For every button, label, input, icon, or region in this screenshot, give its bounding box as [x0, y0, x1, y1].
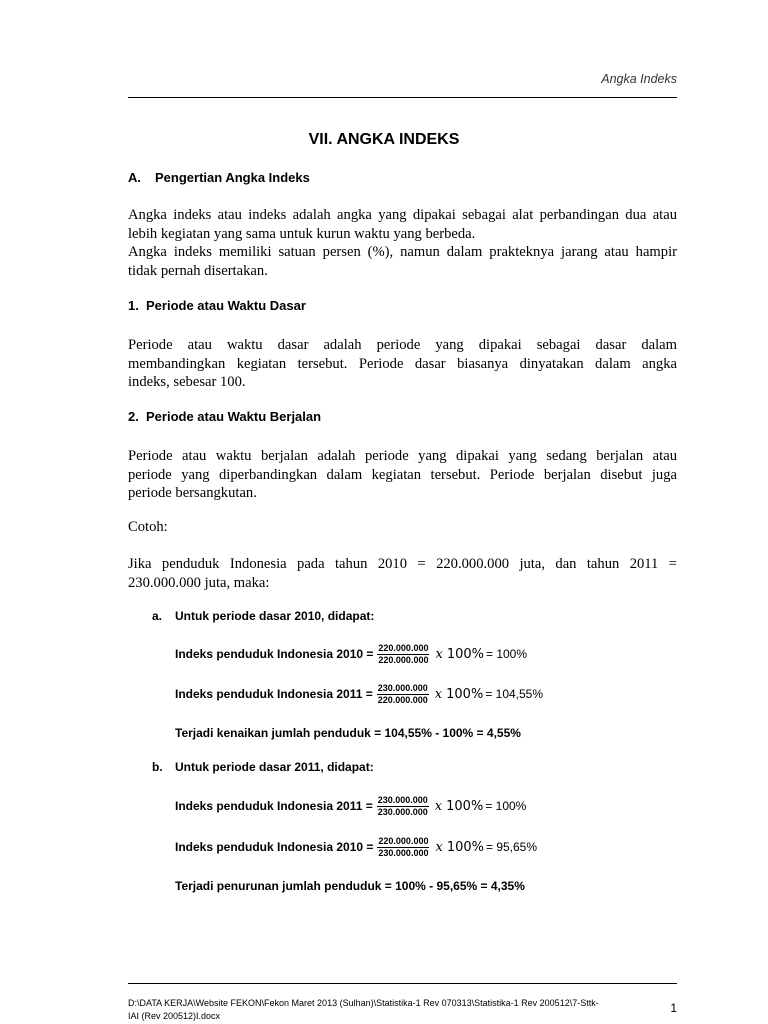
section-a-number: A. — [128, 170, 141, 185]
fraction — [377, 836, 429, 859]
subsection-1-number: 1. — [128, 298, 139, 313]
paragraph-line: indeks, sebesar 100. — [128, 374, 246, 390]
paragraph-line: periode yang diperbandingkan dalam kegiatan tersebut. Periode berjalan disebut juga — [128, 466, 677, 483]
subsection-2-number: 2. — [128, 409, 139, 424]
fraction-denominator: 220.000.000 — [377, 694, 428, 705]
fraction-numerator: 230.000.000 — [377, 682, 428, 693]
example-label — [128, 518, 677, 537]
formula-result: = 100% — [485, 647, 528, 661]
section-a-title: Pengertian Angka Indeks — [155, 170, 310, 185]
case-b-number: b. — [152, 760, 163, 774]
fraction — [377, 795, 429, 818]
example-label-text: Cotoh: — [128, 519, 168, 535]
fraction-denominator: 230.000.000 — [377, 806, 428, 817]
hundred-percent: 100% — [446, 839, 484, 855]
formula-label: Indeks penduduk Indonesia 2010 = — [175, 840, 374, 854]
subsection-1-heading — [128, 298, 306, 313]
fraction-numerator: 230.000.000 — [377, 794, 428, 805]
page-number: 1 — [670, 1001, 677, 1015]
formula-label: Indeks penduduk Indonesia 2011 = — [175, 687, 373, 701]
fraction-denominator: 230.000.000 — [378, 847, 429, 858]
formula-label: Indeks penduduk Indonesia 2011 = — [175, 799, 373, 813]
formula-result: = 104,55% — [485, 687, 544, 701]
subsection-1-paragraph — [128, 336, 677, 392]
multiply-sign: x — [434, 798, 443, 814]
formula-row — [175, 786, 526, 826]
paragraph-line: Periode atau waktu dasar adalah periode yang dipakai sebagai dasar dalam — [128, 337, 677, 353]
fraction-numerator: 220.000.000 — [378, 835, 429, 846]
hundred-percent: 100% — [446, 686, 484, 702]
subsection-2-heading — [128, 409, 321, 424]
multiply-sign: x — [435, 839, 443, 855]
formula-row — [175, 827, 537, 867]
case-a-heading — [152, 609, 374, 623]
case-b-heading — [152, 760, 374, 774]
footer-file-path — [128, 997, 658, 1023]
fraction — [377, 643, 429, 666]
hundred-percent: 100% — [446, 798, 484, 814]
intro-line: tidak pernah disertakan. — [128, 262, 268, 279]
fraction-numerator: 220.000.000 — [378, 642, 429, 653]
multiply-sign: x — [435, 646, 443, 662]
formula-label: Indeks penduduk Indonesia 2010 = — [175, 647, 374, 661]
paragraph-line: Periode atau waktu berjalan adalah periode yang dipakai yang sedang berjalan atau — [128, 448, 677, 464]
footer-path-line: IAI (Rev 200512)I.docx — [128, 1011, 221, 1021]
case-a-title: Untuk periode dasar 2010, didapat: — [175, 609, 375, 623]
chapter-title: VII. ANGKA INDEKS — [308, 131, 460, 148]
paragraph-line: periode bersangkutan. — [128, 485, 257, 501]
footer-rule — [128, 983, 677, 984]
fraction — [377, 683, 429, 706]
paragraph-line: Jika penduduk Indonesia pada tahun 2010 = 220.000.000 juta, dan tahun 2011 = — [128, 556, 677, 572]
formula-row — [175, 674, 543, 714]
intro-line: Angka indeks atau indeks adalah angka yang dipakai sebagai alat perbandingan dua atau — [128, 207, 677, 223]
section-a-heading — [128, 170, 310, 185]
formula-result: = 95,65% — [485, 840, 538, 854]
case-b-conclusion: Terjadi penurunan jumlah penduduk = 100% - 95,65% = 4,35% — [175, 879, 525, 893]
paragraph-line: 230.000.000 juta, maka: — [128, 574, 270, 591]
intro-line: Angka indeks memiliki satuan persen (%), namun dalam prakteknya jarang atau hampir — [128, 244, 677, 260]
intro-paragraph — [128, 206, 677, 280]
multiply-sign: x — [434, 686, 443, 702]
subsection-2-title: Periode atau Waktu Berjalan — [146, 409, 322, 424]
hundred-percent: 100% — [446, 646, 484, 662]
header-rule — [128, 97, 677, 98]
case-a-number: a. — [152, 609, 163, 623]
formula-row — [175, 634, 527, 674]
subsection-2-paragraph — [128, 447, 677, 503]
running-header-title: Angka Indeks — [601, 72, 677, 86]
paragraph-line: membandingkan kegiatan tersebut. Periode dasar biasanya dinyatakan dalam angka — [128, 355, 677, 372]
case-b-title: Untuk periode dasar 2011, didapat: — [175, 760, 374, 774]
formula-result: = 100% — [485, 799, 527, 813]
example-paragraph — [128, 555, 677, 592]
case-a-conclusion: Terjadi kenaikan jumlah penduduk = 104,55% - 100% = 4,55% — [175, 726, 521, 740]
fraction-denominator: 220.000.000 — [378, 654, 429, 665]
footer-path-line: D:\DATA KERJA\Website FEKON\Fekon Maret 2013 (Sulhan)\Statistika-1 Rev 070313\Statistika-1 Rev 200512\7-Sttk- — [128, 998, 599, 1008]
subsection-1-title: Periode atau Waktu Dasar — [146, 298, 306, 313]
intro-line: lebih kegiatan yang sama untuk kurun waktu yang berbeda. — [128, 225, 476, 242]
